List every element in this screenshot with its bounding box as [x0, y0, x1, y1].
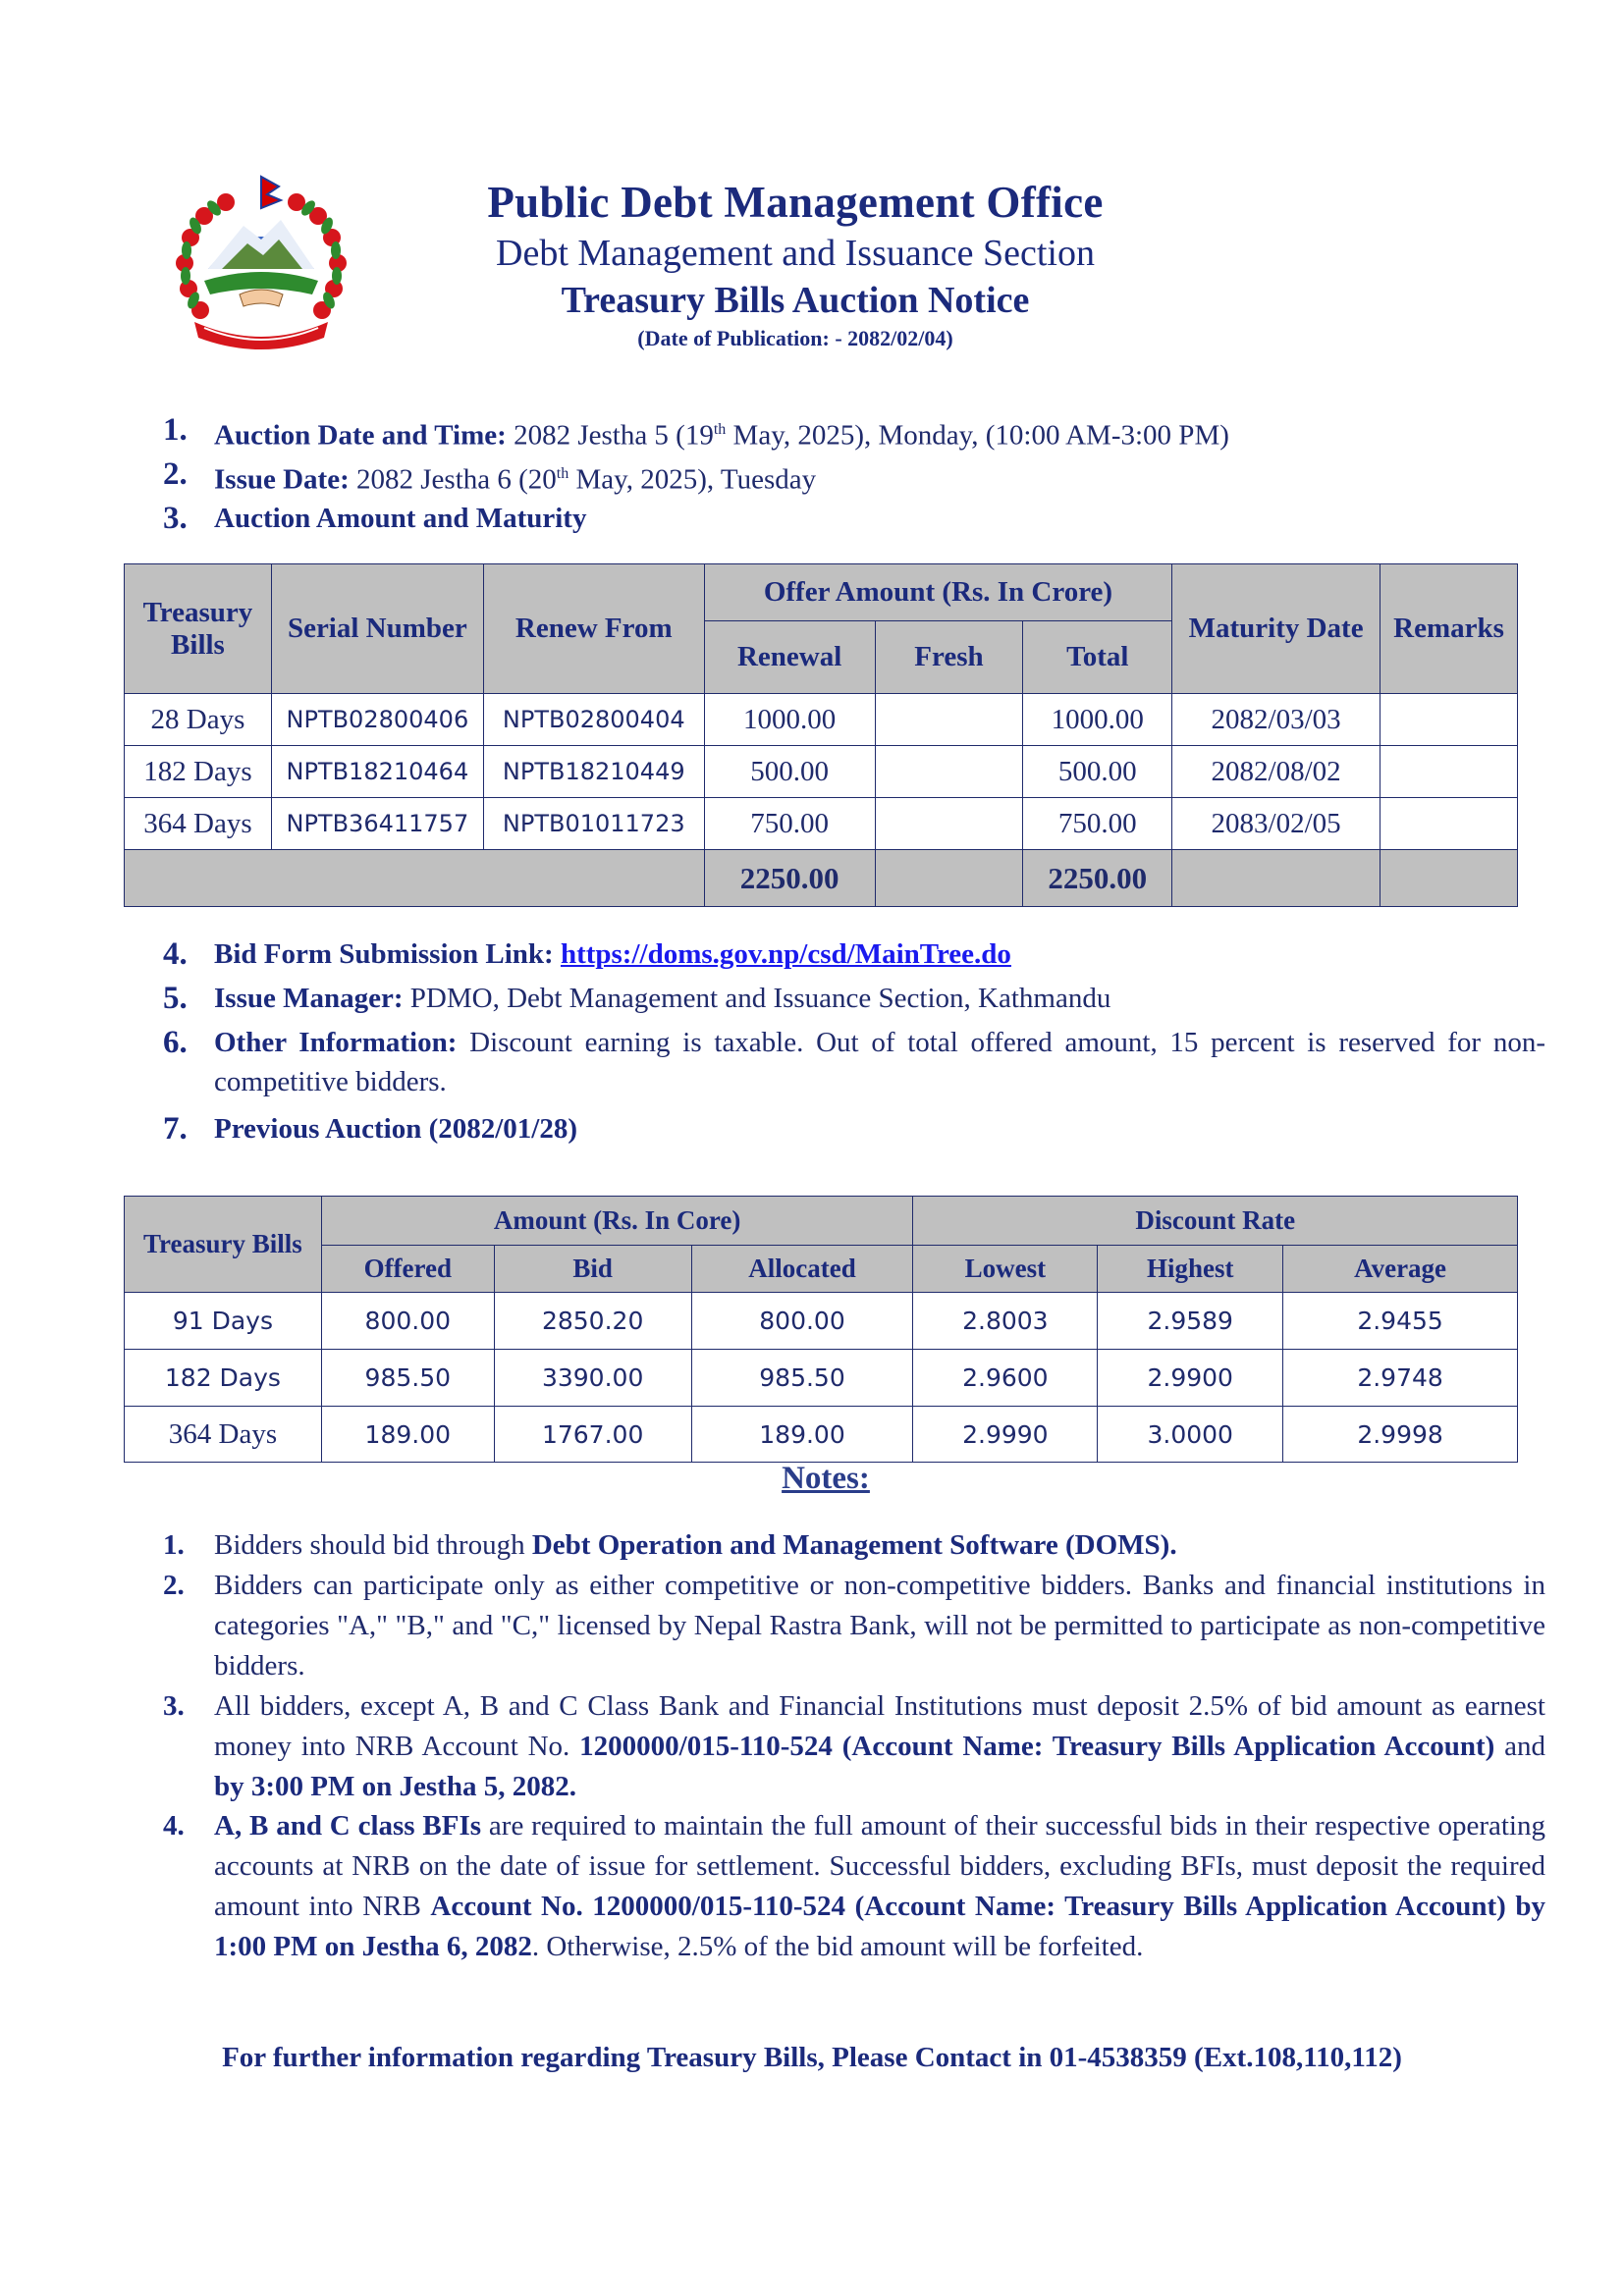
col-offer-amount: Offer Amount (Rs. In Crore) — [704, 564, 1172, 621]
notes-heading: Notes: — [782, 1461, 870, 1496]
cell-allocated: 985.50 — [691, 1350, 913, 1407]
item-number: 1. — [163, 412, 188, 448]
cell-fresh — [875, 694, 1023, 746]
total-fresh — [875, 850, 1023, 907]
item-text: 2082 Jestha 5 (19 — [506, 419, 714, 452]
cell-offered: 800.00 — [321, 1293, 494, 1350]
table-row — [125, 746, 1518, 798]
cell-highest: 2.9900 — [1098, 1350, 1283, 1407]
note-text: . Otherwise, 2.5% of the bid amount will be forfeited. — [531, 1931, 1144, 1962]
item-sup: th — [713, 421, 727, 438]
item-text: PDMO, Debt Management and Issuance Section, Kathmandu — [403, 983, 1111, 1014]
total-renewal: 2250.00 — [704, 850, 875, 907]
table-row — [125, 1293, 1518, 1350]
item-label: Previous Auction (2082/01/28) — [214, 1113, 578, 1145]
item-label: Auction Amount and Maturity — [214, 503, 587, 534]
cell-maturity: 2083/02/05 — [1172, 798, 1380, 850]
item-label: Auction Date and Time: — [214, 419, 507, 452]
cell-allocated: 800.00 — [691, 1293, 913, 1350]
item-text: May, 2025), Monday, (10:00 AM-3:00 PM) — [726, 419, 1229, 452]
note-text: All bidders, except A, B and C Class Bank and Financial Institutions must deposit 2.5% of bid amount as earnest money into NRB Account No. — [214, 1690, 1545, 1762]
cell-fresh — [875, 746, 1023, 798]
cell-bid: 2850.20 — [494, 1293, 691, 1350]
cell-total: 750.00 — [1023, 798, 1172, 850]
cell-lowest: 2.9600 — [913, 1350, 1098, 1407]
cell-maturity: 2082/03/03 — [1172, 694, 1380, 746]
note-bold: Debt Operation and Management Software (DOMS). — [531, 1529, 1177, 1561]
note-number: 3. — [163, 1690, 185, 1722]
cell-average: 2.9455 — [1283, 1293, 1518, 1350]
col-bid: Bid — [494, 1246, 691, 1293]
col-treasury-bills: Treasury Bills — [125, 1197, 322, 1293]
cell-lowest: 2.8003 — [913, 1293, 1098, 1350]
cell-remarks — [1380, 694, 1518, 746]
col-maturity-date: Maturity Date — [1172, 564, 1380, 694]
table-row — [125, 798, 1518, 850]
nepal-emblem-icon — [165, 175, 357, 359]
note-number: 4. — [163, 1810, 185, 1842]
note-bold: by 3:00 PM on Jestha 5, 2082. — [214, 1771, 576, 1802]
notice-title: Treasury Bills Auction Notice — [561, 280, 1030, 321]
cell-serial: NPTB02800406 — [271, 694, 483, 746]
cell-total: 1000.00 — [1023, 694, 1172, 746]
note-text: Bidders can participate only as either competitive or non-competitive bidders. Banks and financial institutions in categories "A," "B," and "C," licensed by Nepal Rastra Bank, will not be permitted to participate as non-competitive bidders. — [214, 1570, 1545, 1682]
totals-blank — [125, 850, 705, 907]
cell-allocated: 189.00 — [691, 1407, 913, 1463]
cell-remarks — [1380, 746, 1518, 798]
col-discount-rate: Discount Rate — [913, 1197, 1518, 1246]
note-text: and — [1494, 1731, 1546, 1762]
total-remarks — [1380, 850, 1518, 907]
col-serial-number: Serial Number — [271, 564, 483, 694]
note-text: are required to maintain the full amount of their successful bids in their respective operating accounts at NRB on the date of issue for settlement. Successful bidders, excluding BFIs, must deposit the required amount into NRB — [214, 1810, 1545, 1922]
table-row — [125, 1407, 1518, 1463]
total-maturity — [1172, 850, 1380, 907]
col-renew-from: Renew From — [483, 564, 704, 694]
item-number: 6. — [163, 1025, 188, 1060]
cell-renewal: 750.00 — [704, 798, 875, 850]
cell-renew-from: NPTB01011723 — [483, 798, 704, 850]
cell-renewal: 500.00 — [704, 746, 875, 798]
table-row — [125, 1350, 1518, 1407]
cell-fresh — [875, 798, 1023, 850]
item-text: Discount earning is taxable. Out of total offered amount, 15 percent is reserved for non-competitive bidders. — [214, 1027, 1545, 1097]
item-label: Issue Manager: — [214, 983, 404, 1014]
note-number: 1. — [163, 1529, 185, 1561]
note-text: Bidders should bid through — [214, 1529, 532, 1561]
col-renewal: Renewal — [704, 621, 875, 694]
cell-renew-from: NPTB02800404 — [483, 694, 704, 746]
cell-highest: 3.0000 — [1098, 1407, 1283, 1463]
cell-bill: 91 Days — [125, 1293, 322, 1350]
note-number: 2. — [163, 1570, 185, 1601]
item-number: 4. — [163, 936, 188, 972]
notice-header — [452, 175, 1139, 353]
col-remarks: Remarks — [1380, 564, 1518, 694]
cell-average: 2.9748 — [1283, 1350, 1518, 1407]
cell-renew-from: NPTB18210449 — [483, 746, 704, 798]
cell-bill: 182 Days — [125, 1350, 322, 1407]
item-label: Bid Form Submission Link: — [214, 938, 554, 970]
cell-maturity: 2082/08/02 — [1172, 746, 1380, 798]
item-sup: th — [556, 465, 569, 482]
col-offered: Offered — [321, 1246, 494, 1293]
total-total: 2250.00 — [1023, 850, 1172, 907]
cell-serial: NPTB18210464 — [271, 746, 483, 798]
cell-bill: 364 Days — [125, 798, 272, 850]
col-average: Average — [1283, 1246, 1518, 1293]
cell-offered: 985.50 — [321, 1350, 494, 1407]
col-fresh: Fresh — [875, 621, 1023, 694]
item-label: Other Information: — [214, 1027, 458, 1058]
item-label: Issue Date: — [214, 463, 350, 496]
cell-remarks — [1380, 798, 1518, 850]
item-text: 2082 Jestha 6 (20 — [349, 463, 557, 496]
bid-form-link[interactable]: https://doms.gov.np/csd/MainTree.do — [560, 938, 1011, 970]
col-highest: Highest — [1098, 1246, 1283, 1293]
contact-footer: For further information regarding Treasury Bills, Please Contact in 01-4538359 (Ext.108,110,112) — [222, 2042, 1402, 2073]
cell-offered: 189.00 — [321, 1407, 494, 1463]
item-text: May, 2025), Tuesday — [568, 463, 817, 496]
cell-lowest: 2.9990 — [913, 1407, 1098, 1463]
cell-renewal: 1000.00 — [704, 694, 875, 746]
table-row — [125, 694, 1518, 746]
col-amount: Amount (Rs. In Core) — [321, 1197, 913, 1246]
previous-auction-table — [124, 1196, 1518, 1463]
cell-bill: 28 Days — [125, 694, 272, 746]
col-total: Total — [1023, 621, 1172, 694]
item-number: 7. — [163, 1111, 188, 1147]
item-number: 5. — [163, 981, 188, 1016]
cell-serial: NPTB36411757 — [271, 798, 483, 850]
col-allocated: Allocated — [691, 1246, 913, 1293]
cell-bill: 182 Days — [125, 746, 272, 798]
office-title: Public Debt Management Office — [487, 178, 1104, 227]
cell-total: 500.00 — [1023, 746, 1172, 798]
totals-row — [125, 850, 1518, 907]
cell-bid: 3390.00 — [494, 1350, 691, 1407]
auction-table — [124, 563, 1518, 907]
col-treasury-bills: Treasury Bills — [125, 564, 272, 694]
note-bold: 1200000/015-110-524 (Account Name: Treasury Bills Application Account) — [579, 1731, 1495, 1762]
item-number: 2. — [163, 456, 188, 492]
cell-highest: 2.9589 — [1098, 1293, 1283, 1350]
note-bold: A, B and C class BFIs — [214, 1810, 482, 1842]
note-bold: Account No. 1200000/015-110-524 (Account Name: Treasury Bills Application Account) by 1:00 PM on Jestha 6, 2082 — [214, 1891, 1545, 1962]
publication-date: (Date of Publication: - 2082/02/04) — [637, 326, 953, 350]
item-number: 3. — [163, 501, 188, 536]
section-title: Debt Management and Issuance Section — [496, 233, 1095, 274]
cell-average: 2.9998 — [1283, 1407, 1518, 1463]
col-lowest: Lowest — [913, 1246, 1098, 1293]
cell-bid: 1767.00 — [494, 1407, 691, 1463]
cell-bill: 364 Days — [125, 1407, 322, 1463]
